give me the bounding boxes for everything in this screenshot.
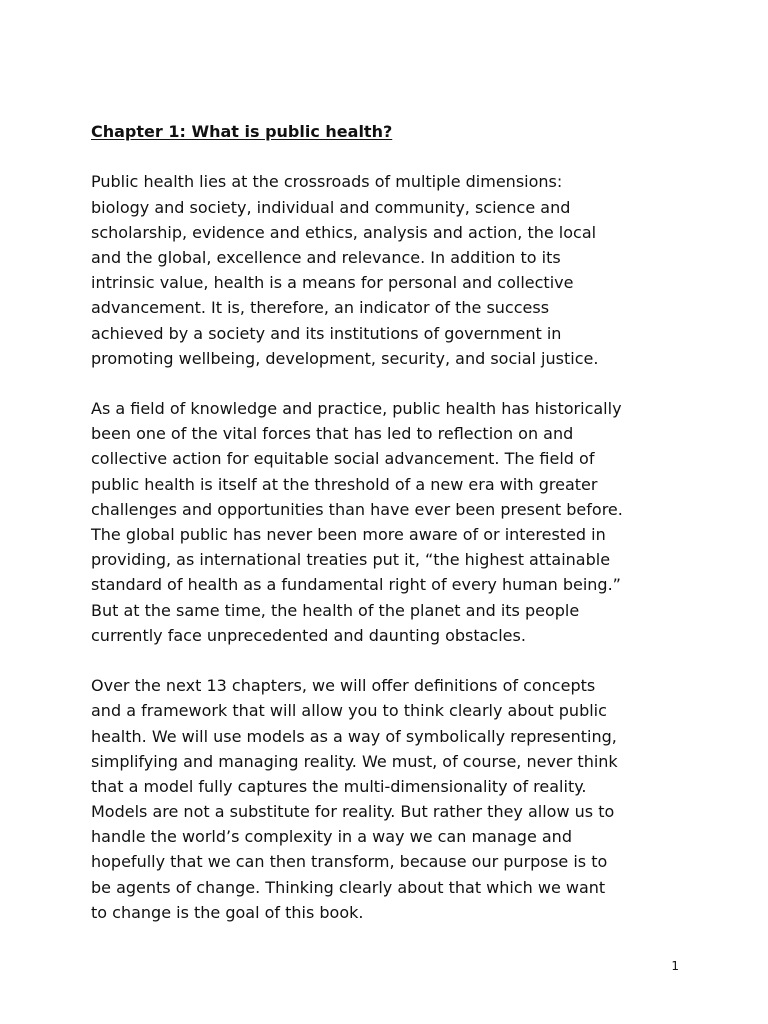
paragraph-line: health. We will use models as a way of symbolically representing, xyxy=(91,726,617,746)
paragraph-2 xyxy=(91,396,691,648)
paragraph-line: that a model fully captures the multi-dimensionality of reality. xyxy=(91,776,587,796)
paragraph-line: As a field of knowledge and practice, public health has historically xyxy=(91,399,622,419)
paragraph-line: Over the next 13 chapters, we will offer definitions of concepts xyxy=(91,676,596,696)
paragraph-line: and the global, excellence and relevance. In addition to its xyxy=(91,247,561,267)
paragraph-line: challenges and opportunities than have ever been present before. xyxy=(91,499,623,519)
paragraph-line: simplifying and managing reality. We must, of course, never think xyxy=(91,751,618,771)
paragraph-spacer xyxy=(91,371,691,396)
paragraph-line: achieved by a society and its institutions of government in xyxy=(91,323,562,343)
paragraph-line: Models are not a substitute for reality. But rather they allow us to xyxy=(91,802,615,822)
paragraph-line: intrinsic value, health is a means for personal and collective xyxy=(91,273,574,293)
paragraph-line: been one of the vital forces that has led to reflection on and xyxy=(91,424,574,444)
page-number: 1 xyxy=(671,959,679,973)
paragraph-line: hopefully that we can then transform, because our purpose is to xyxy=(91,852,608,872)
paragraph-line: and a framework that will allow you to think clearly about public xyxy=(91,701,607,721)
paragraph-line: But at the same time, the health of the planet and its people xyxy=(91,600,580,620)
paragraph-line: collective action for equitable social advancement. The field of xyxy=(91,449,595,469)
paragraph-line: biology and society, individual and community, science and xyxy=(91,197,571,217)
paragraph-line: promoting wellbeing, development, security, and social justice. xyxy=(91,348,599,368)
paragraph-line: to change is the goal of this book. xyxy=(91,902,364,922)
chapter-title: Chapter 1: What is public health? xyxy=(91,122,393,141)
paragraph-line: handle the world’s complexity in a way we can manage and xyxy=(91,827,572,847)
paragraph-line: Public health lies at the crossroads of multiple dimensions: xyxy=(91,172,563,192)
paragraph-spacer xyxy=(91,648,691,673)
paragraph-3 xyxy=(91,673,691,925)
paragraph-line: standard of health as a fundamental right of every human being.” xyxy=(91,575,621,595)
paragraph-line: The global public has never been more aware of or interested in xyxy=(91,525,606,545)
paragraph-line: be agents of change. Thinking clearly about that which we want xyxy=(91,877,606,897)
paragraph-line: providing, as international treaties put it, “the highest attainable xyxy=(91,550,611,570)
paragraph-line: scholarship, evidence and ethics, analysis and action, the local xyxy=(91,222,597,242)
document-content xyxy=(91,119,691,925)
paragraph-line: public health is itself at the threshold of a new era with greater xyxy=(91,474,598,494)
paragraph-line: currently face unprecedented and daunting obstacles. xyxy=(91,625,526,645)
paragraph-line: advancement. It is, therefore, an indicator of the success xyxy=(91,298,550,318)
title-spacer xyxy=(91,144,691,169)
paragraph-1 xyxy=(91,169,691,371)
